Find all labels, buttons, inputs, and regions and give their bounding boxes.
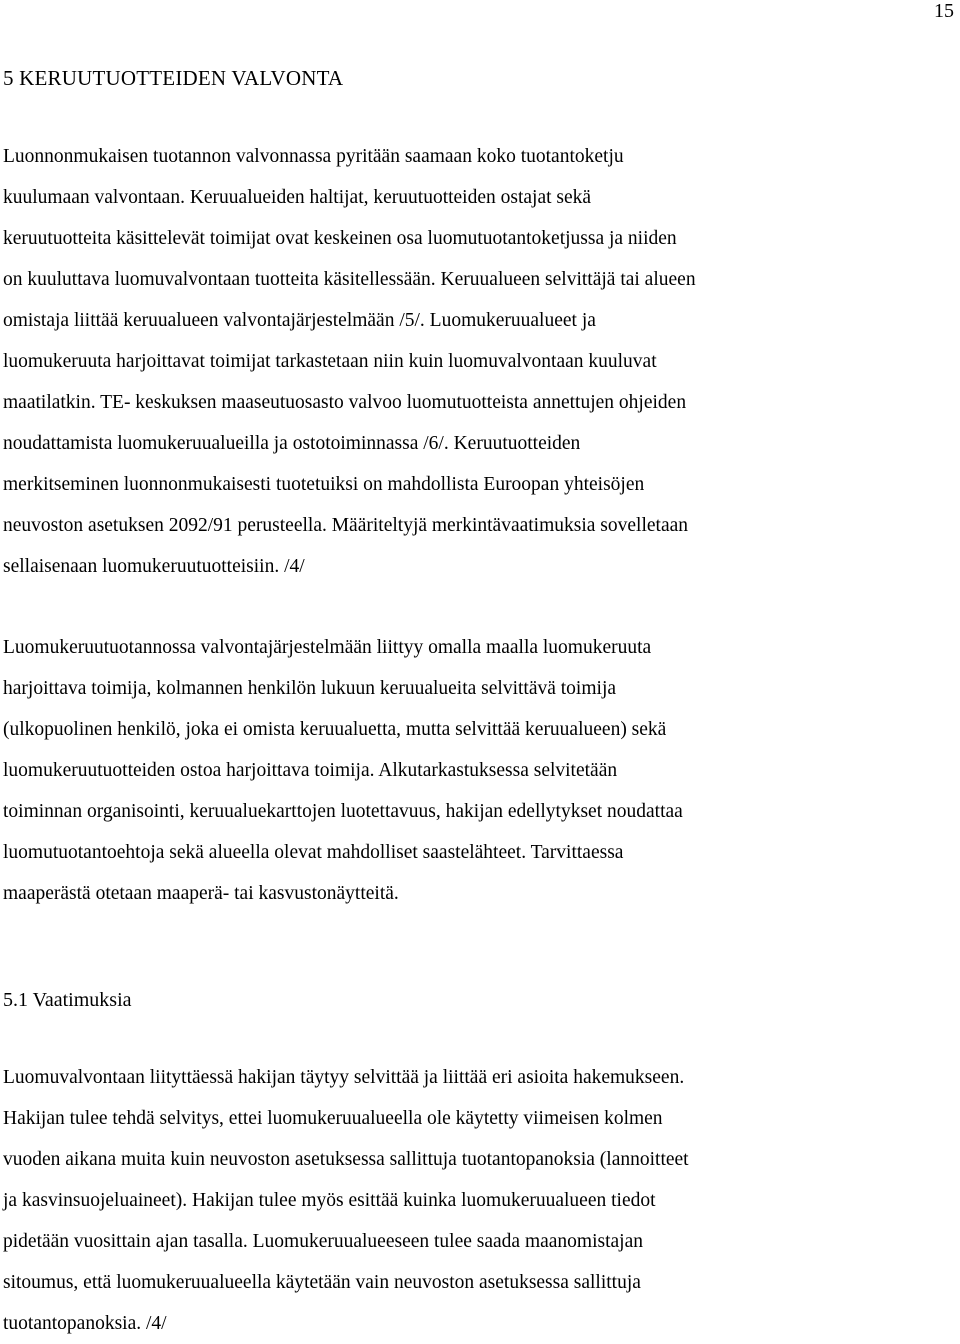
text-line: Luonnonmukaisen tuotannon valvonnassa pyritään saamaan koko tuotantoketju	[3, 146, 624, 167]
text-line: omistaja liittää keruualueen valvontajärjestelmään /5/. Luomukeruualueet ja	[3, 310, 596, 331]
text-line: maaperästä otetaan maaperä- tai kasvustonäytteitä.	[3, 883, 399, 904]
text-line: (ulkopuolinen henkilö, joka ei omista keruualuetta, mutta selvittää keruualueen) sekä	[3, 719, 667, 740]
text-line: vuoden aikana muita kuin neuvoston asetuksessa sallittuja tuotantopanoksia (lannoitteet	[3, 1149, 689, 1170]
text-line: tuotantopanoksia. /4/	[3, 1313, 167, 1334]
subsection-paragraph-1	[3, 1057, 953, 1344]
text-line: neuvoston asetuksen 2092/91 perusteella. Määriteltyjä merkintävaatimuksia sovelletaan	[3, 515, 689, 536]
text-line: Luomukeruutuotannossa valvontajärjestelmään liittyy omalla maalla luomukeruuta	[3, 637, 652, 658]
section-paragraph-2	[3, 627, 953, 914]
text-line: Hakijan tulee tehdä selvitys, ettei luomukeruualueella ole käytetty viimeisen kolmen	[3, 1108, 663, 1129]
text-line: pidetään vuosittain ajan tasalla. Luomukeruualueeseen tulee saada maanomistajan	[3, 1231, 644, 1252]
text-line: keruutuotteita käsittelevät toimijat ovat keskeinen osa luomutuotantoketjussa ja niiden	[3, 228, 677, 249]
text-line: noudattamista luomukeruualueilla ja ostotoiminnassa /6/. Keruutuotteiden	[3, 433, 581, 454]
text-line: kuulumaan valvontaan. Keruualueiden haltijat, keruutuotteiden ostajat sekä	[3, 187, 592, 208]
text-line: on kuuluttava luomuvalvontaan tuotteita käsitellessään. Keruualueen selvittäjä tai alueen	[3, 269, 696, 290]
page-number: 15	[934, 0, 954, 22]
section-heading: 5 KERUUTUOTTEIDEN VALVONTA	[3, 66, 344, 90]
text-line: luomukeruuta harjoittavat toimijat tarkastetaan niin kuin luomuvalvontaan kuuluvat	[3, 351, 657, 372]
text-line: sellaisenaan luomukeruutuotteisiin. /4/	[3, 556, 305, 577]
text-line: sitoumus, että luomukeruualueella käytetään vain neuvoston asetuksessa sallittuja	[3, 1272, 641, 1293]
text-line: harjoittava toimija, kolmannen henkilön lukuun keruualueita selvittävä toimija	[3, 678, 617, 699]
text-line: Luomuvalvontaan liityttäessä hakijan täytyy selvittää ja liittää eri asioita hakemukseen.	[3, 1067, 685, 1088]
text-line: ja kasvinsuojeluaineet). Hakijan tulee myös esittää kuinka luomukeruualueen tiedot	[3, 1190, 656, 1211]
subsection-heading: 5.1 Vaatimuksia	[3, 989, 132, 1011]
text-line: luomutuotantoehtoja sekä alueella olevat mahdolliset saastelähteet. Tarvittaessa	[3, 842, 624, 863]
text-line: maatilatkin. TE- keskuksen maaseutuosasto valvoo luomutuotteista annettujen ohjeiden	[3, 392, 687, 413]
text-line: toiminnan organisointi, keruualuekarttojen luotettavuus, hakijan edellytykset noudattaa	[3, 801, 683, 822]
document-body	[3, 63, 953, 1344]
text-line: luomukeruutuotteiden ostoa harjoittava toimija. Alkutarkastuksessa selvitetään	[3, 760, 618, 781]
text-line: merkitseminen luonnonmukaisesti tuotetuiksi on mahdollista Euroopan yhteisöjen	[3, 474, 645, 495]
section-paragraph-1	[3, 136, 953, 587]
